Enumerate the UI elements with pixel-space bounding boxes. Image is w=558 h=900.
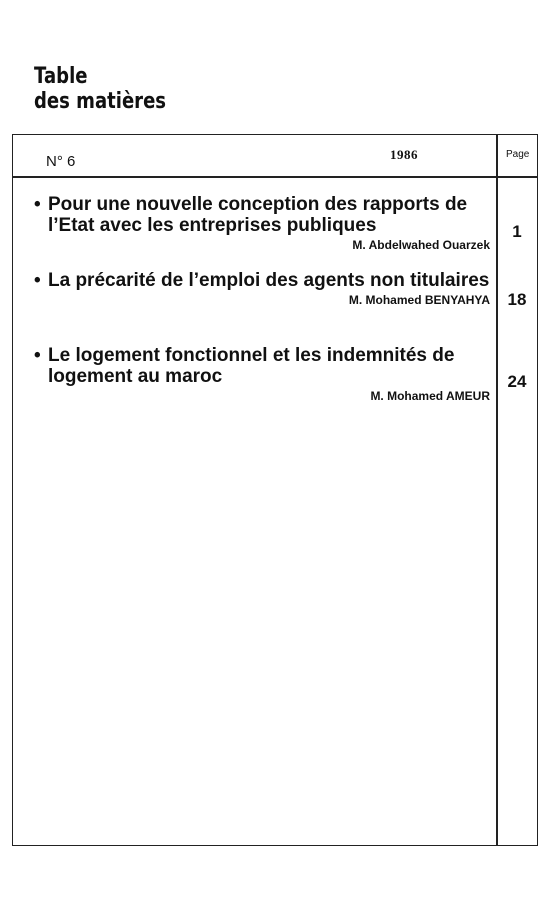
bullet-icon: •	[34, 270, 41, 291]
page-heading	[34, 64, 166, 114]
entry-title-text: Pour une nouvelle conception des rapports de l’Etat avec les entreprises publiques	[48, 194, 468, 236]
entry-title-text: La précarité de l’emploi des agents non titulaires	[48, 270, 490, 291]
bullet-icon: •	[34, 345, 41, 366]
entry-title	[34, 345, 494, 387]
entry-page-number: 1	[512, 222, 522, 241]
entry-author: M. Mohamed AMEUR	[370, 389, 490, 403]
entry-author: M. Mohamed BENYAHYA	[348, 293, 490, 307]
entry-page-number: 24	[507, 372, 527, 391]
page-column-header: Page	[506, 149, 530, 160]
issue-number: N° 6	[46, 153, 76, 170]
entry-title	[34, 194, 494, 236]
heading-line-1: Table	[34, 64, 88, 89]
toc-entry	[34, 270, 494, 308]
entry-title	[34, 270, 494, 291]
bullet-icon: •	[34, 194, 41, 215]
issue-year: 1986	[390, 147, 418, 162]
entry-page-number: 18	[507, 290, 527, 309]
entry-author: M. Abdelwahed Ouarzek	[352, 238, 490, 252]
toc-entry	[34, 194, 494, 253]
entry-title-text: Le logement fonctionnel et les indemnités de logement au maroc	[48, 345, 455, 387]
header-divider	[12, 176, 538, 178]
toc-entry	[34, 345, 494, 404]
heading-line-2: des matières	[34, 89, 167, 114]
